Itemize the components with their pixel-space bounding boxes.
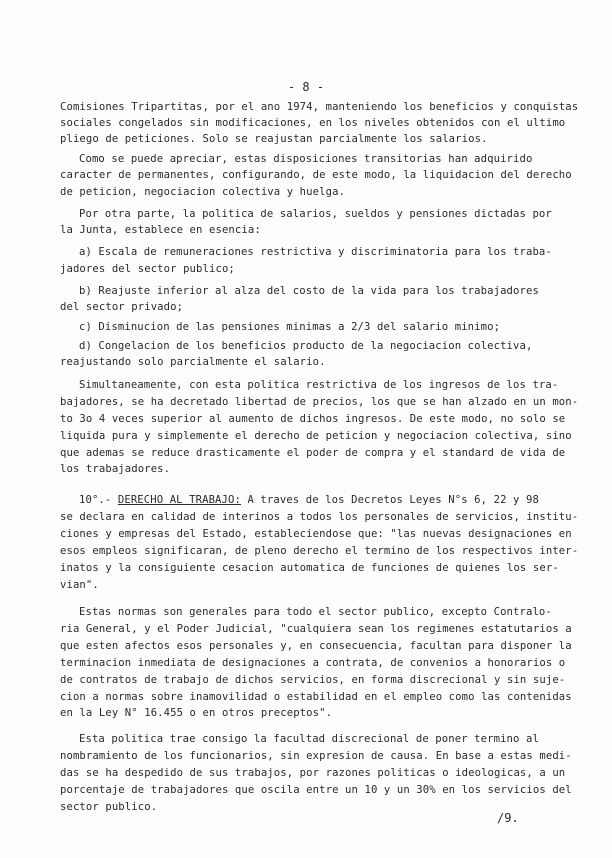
text-line: vian".: [60, 579, 99, 591]
text-line: Por otra parte, la politica de salarios, sueldos y pensiones dictadas por: [79, 208, 552, 220]
text-line: sector publico.: [60, 801, 158, 813]
text-line: la Junta, establece en esencia:: [60, 224, 261, 236]
text-line: Comisiones Tripartitas, por el ano 1974, manteniendo los beneficios y conquistas: [60, 101, 579, 113]
text-line: los trabajadores.: [60, 463, 171, 475]
text-line: liquida pura y simplemente el derecho de peticion y negociacion colectiva, sino: [60, 430, 572, 442]
text-line: ciones y empresas del Estado, estableciendose que: "las nuevas designaciones en: [60, 528, 572, 540]
section-heading: [79, 494, 539, 506]
text-line: jadores del sector publico;: [60, 263, 235, 275]
text-line: sociales congelados sin modificaciones, en los niveles obtenidos con el ultimo: [60, 117, 566, 129]
text-line: Como se puede apreciar, estas disposiciones transitorias han adquirido: [79, 153, 533, 165]
text-line: Estas normas son generales para todo el sector publico, excepto Contralo-: [79, 606, 552, 618]
list-item-c: c) Disminucion de las pensiones minimas a 2/3 del salario minimo;: [79, 321, 501, 333]
text-line: de contratos de trabajo de dichos servicios, en forma discrecional y sin suje-: [60, 674, 566, 686]
text-line: que esten afectos esos personales y, en consecuencia, facultan para disponer la: [60, 640, 572, 652]
section-title: DERECHO AL TRABAJO:: [117, 494, 241, 506]
section-number: 10°.-: [79, 494, 118, 506]
text-line: Simultaneamente, con esta politica restrictiva de los ingresos de los tra-: [79, 379, 559, 391]
text-line: bajadores, se ha decretado libertad de precios, los que se han alzado en un mon-: [60, 396, 579, 408]
section-text: A traves de los Decretos Leyes N°s 6, 22 y 98: [240, 494, 539, 506]
text-line: Esta politica trae consigo la facultad discrecional de poner termino al: [79, 733, 539, 745]
text-line: porcentaje de trabajadores que oscila entre un 10 y un 30% en los servicios del: [60, 784, 572, 796]
text-line: esos empleos significaran, de pleno derecho el termino de los respectivos inter-: [60, 545, 579, 557]
text-line: de peticion, negociacion colectiva y huelga.: [60, 186, 346, 198]
text-line: das se ha despedido de sus trabajos, por razones politicas o ideologicas, a un: [60, 767, 566, 779]
text-line: inatos y la consiguiente cesacion automatica de funciones de quienes los ser-: [60, 562, 559, 574]
list-item-a: a) Escala de remuneraciones restrictiva y discriminatoria para los traba-: [79, 246, 552, 258]
text-line: terminacion inmediata de designaciones a contrata, de convenios a honorarios o: [60, 657, 566, 669]
text-line: cion a normas sobre inamovilidad o estabilidad en el empleo como las contenidas: [60, 691, 572, 703]
text-line: se declara en calidad de interinos a todos los personales de servicios, institu-: [60, 511, 579, 523]
text-line: caracter de permanentes, configurando, de este modo, la liquidacion del derecho: [60, 169, 572, 181]
text-line: ria General, y el Poder Judicial, "cualquiera sean los regimenes estatutarios a: [60, 623, 572, 635]
list-item-d: d) Congelacion de los beneficios producto de la negociacion colectiva,: [79, 340, 533, 352]
text-line: del sector privado;: [60, 301, 184, 313]
text-line: pliego de peticiones. Solo se reajustan parcialmente los salarios.: [60, 133, 488, 145]
text-line: que ademas se reduce drasticamente el poder de compra y el standard de vida de: [60, 447, 566, 459]
page-number: - 8 -: [287, 80, 325, 94]
text-line: to 3o 4 veces superior al aumento de dichos ingresos. De este modo, no solo se: [60, 413, 566, 425]
text-line: reajustando solo parcialmente el salario.: [60, 356, 326, 368]
list-item-b: b) Reajuste inferior al alza del costo de la vida para los trabajadores: [79, 285, 539, 297]
text-line: nombramiento de los funcionarios, sin expresion de causa. En base a estas medi-: [60, 750, 572, 762]
next-page-reference: /9.: [497, 811, 519, 825]
text-line: en la Ley N° 16.455 o en otros preceptos".: [60, 707, 333, 719]
